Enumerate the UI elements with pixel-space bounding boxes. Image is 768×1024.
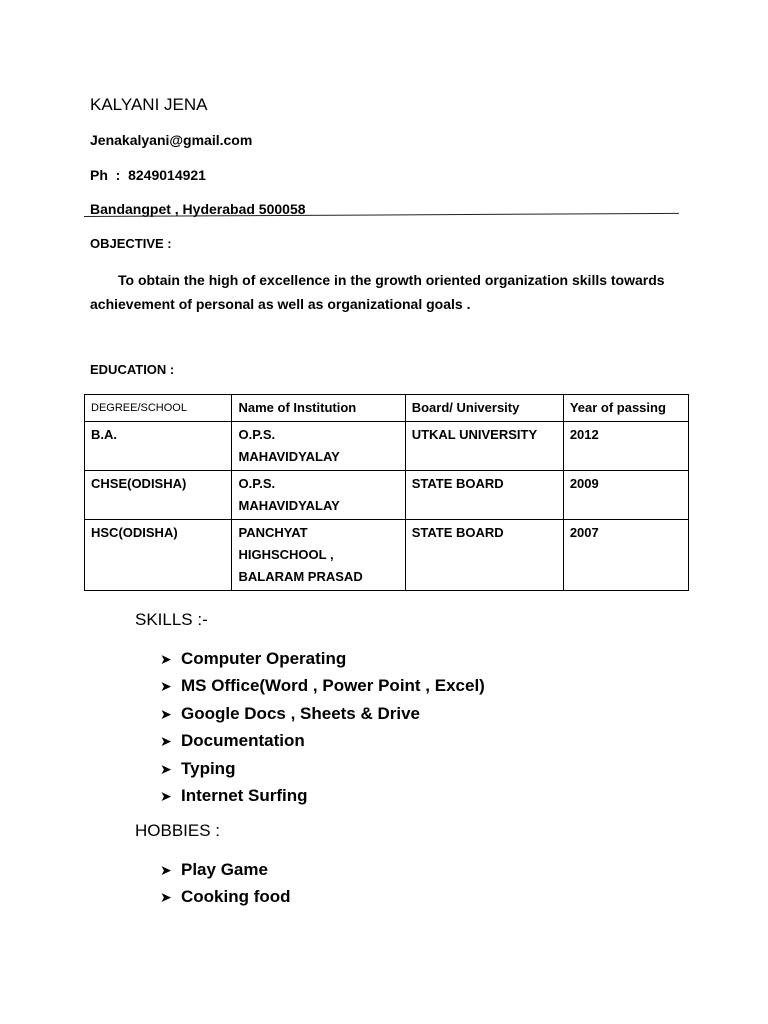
- degree-cell: HSC(ODISHA): [85, 520, 232, 591]
- arrow-bullet-icon: ➤: [160, 734, 172, 751]
- skills-list: [160, 645, 485, 809]
- hobbies-list: [160, 856, 291, 911]
- skill-label: Documentation: [181, 731, 305, 751]
- skill-label: Google Docs , Sheets & Drive: [181, 703, 421, 723]
- list-item: [160, 700, 485, 727]
- table-row: [85, 520, 689, 591]
- list-item: [160, 727, 485, 754]
- education-heading: EDUCATION :: [90, 362, 175, 377]
- board-cell: STATE BOARD: [405, 471, 563, 520]
- list-item: [160, 645, 485, 672]
- arrow-bullet-icon: ➤: [160, 706, 172, 723]
- hobby-label: Play Game: [181, 860, 268, 879]
- year-cell: 2009: [563, 471, 688, 520]
- table-row: [85, 471, 689, 520]
- arrow-bullet-icon: ➤: [160, 788, 172, 805]
- arrow-bullet-icon: ➤: [160, 890, 172, 907]
- column-header-board: Board/ University: [405, 395, 563, 422]
- arrow-bullet-icon: ➤: [160, 863, 172, 879]
- arrow-bullet-icon: ➤: [160, 652, 172, 668]
- column-header-year: Year of passing: [563, 395, 688, 422]
- postal-address: Bandangpet , Hyderabad 500058: [90, 201, 306, 217]
- skills-heading: SKILLS :-: [135, 610, 208, 629]
- list-item: [160, 883, 291, 910]
- board-cell: UTKAL UNIVERSITY: [405, 422, 563, 471]
- year-cell: 2007: [563, 520, 688, 591]
- board-cell: STATE BOARD: [405, 520, 563, 591]
- phone-number: Ph : 8249014921: [90, 167, 206, 183]
- degree-cell: CHSE(ODISHA): [85, 471, 232, 520]
- institution-cell: O.P.S. MAHAVIDYALAY: [232, 422, 405, 471]
- column-header-institution: Name of Institution: [232, 395, 405, 422]
- hobby-label: Cooking food: [181, 887, 291, 907]
- arrow-bullet-icon: ➤: [160, 679, 172, 696]
- arrow-bullet-icon: ➤: [160, 761, 172, 778]
- list-item: [160, 782, 485, 809]
- year-cell: 2012: [563, 422, 688, 471]
- email-address: Jenakalyani@gmail.com: [90, 132, 253, 148]
- skill-label: Typing: [181, 758, 236, 778]
- institution-cell: O.P.S. MAHAVIDYALAY: [232, 471, 405, 520]
- list-item: [160, 856, 291, 883]
- degree-cell: B.A.: [85, 422, 232, 471]
- applicant-name: KALYANI JENA: [90, 95, 208, 114]
- table-row: [85, 422, 689, 471]
- skill-label: Internet Surfing: [181, 785, 308, 805]
- education-table: [84, 394, 689, 591]
- education-table-header-row: [85, 395, 689, 422]
- objective-heading: OBJECTIVE :: [90, 236, 172, 251]
- hobbies-heading: HOBBIES :: [135, 821, 221, 840]
- list-item: [160, 672, 485, 699]
- skill-label: Computer Operating: [181, 649, 347, 668]
- institution-cell: PANCHYAT HIGHSCHOOL , BALARAM PRASAD: [232, 520, 405, 591]
- column-header-degree: DEGREE/SCHOOL: [85, 395, 232, 422]
- objective-text: To obtain the high of excellence in the growth oriented organization skills towards achievement of personal as well as organizational goals .: [90, 272, 665, 312]
- list-item: [160, 755, 485, 782]
- skill-label: MS Office(Word , Power Point , Excel): [181, 676, 485, 696]
